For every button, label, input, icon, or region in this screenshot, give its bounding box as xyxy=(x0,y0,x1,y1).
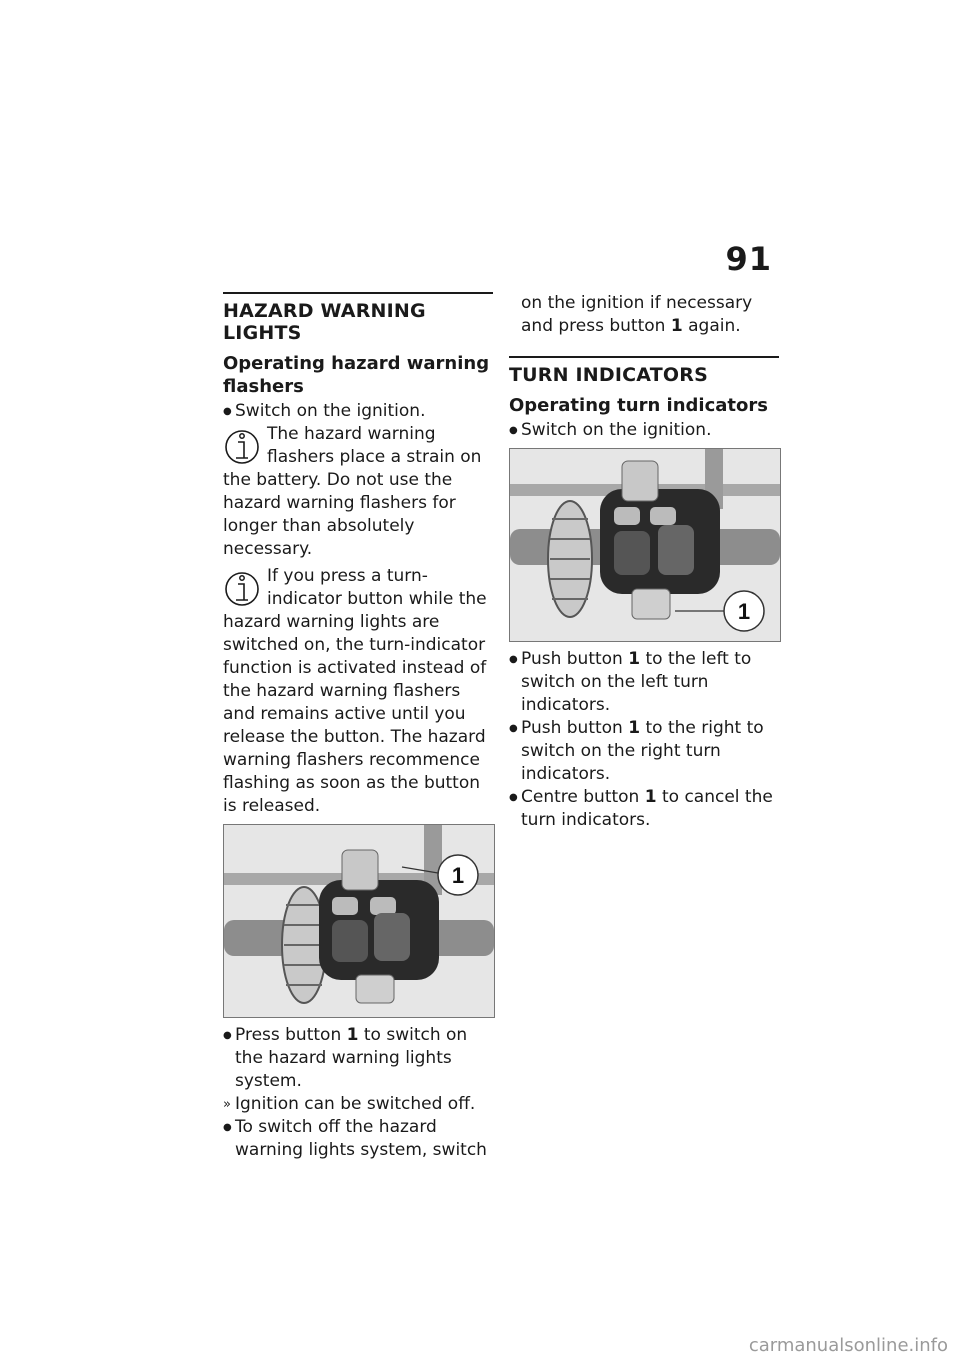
step-switch-on-ignition: ● Switch on the ignition. xyxy=(223,400,493,423)
step-push-left: ● Push button 1 to the left to switch on the left turn indicators. xyxy=(509,648,779,717)
step-press-button: ● Press button 1 to switch on the hazard warning lights system. xyxy=(223,1024,493,1093)
info-icon xyxy=(223,425,261,469)
section-heading-turn: TURN INDICATORS xyxy=(509,356,779,386)
step-push-right: ● Push button 1 to the right to switch on the right turn indicators. xyxy=(509,717,779,786)
turn-switch-figure xyxy=(509,448,781,642)
note-turn-indicator: If you press a turn-indicator button while the hazard warning lights are switched on, the turn-indicator function is activated instead of the hazard warning flashers and remains active until you release the button. The hazard warning flashers recommence flashing as soon as the button is released. xyxy=(223,566,487,816)
section-heading-hazard: HAZARD WARNING LIGHTS xyxy=(223,292,493,344)
handlebar-switch-figure xyxy=(223,824,495,1018)
page-number: 91 xyxy=(725,240,772,278)
step-switch-off-continued: on the ignition if necessary and press button 1 again. xyxy=(521,293,753,336)
step-switch-off: ● To switch off the hazard warning lights system, switch xyxy=(223,1116,493,1162)
left-column xyxy=(223,292,493,1162)
sub-heading-turn: Operating turn indicators xyxy=(509,395,768,416)
result-ignition-off: » Ignition can be switched off. xyxy=(223,1093,493,1116)
footer-watermark: carmanualsonline.info xyxy=(748,1335,948,1356)
callout-1: 1 xyxy=(737,599,751,624)
sub-heading-hazard: Operating hazard warning flashers xyxy=(223,353,490,397)
callout-1: 1 xyxy=(451,863,465,888)
note-battery: The hazard warning flashers place a strain on the battery. Do not use the hazard warning flashers for longer than absolutely necessary. xyxy=(223,424,482,559)
info-icon xyxy=(223,567,261,611)
step-centre-button: ● Centre button 1 to cancel the turn indicators. xyxy=(509,786,779,832)
right-column xyxy=(509,292,779,832)
step-turn-switch-on-ignition: ● Switch on the ignition. xyxy=(509,419,779,442)
